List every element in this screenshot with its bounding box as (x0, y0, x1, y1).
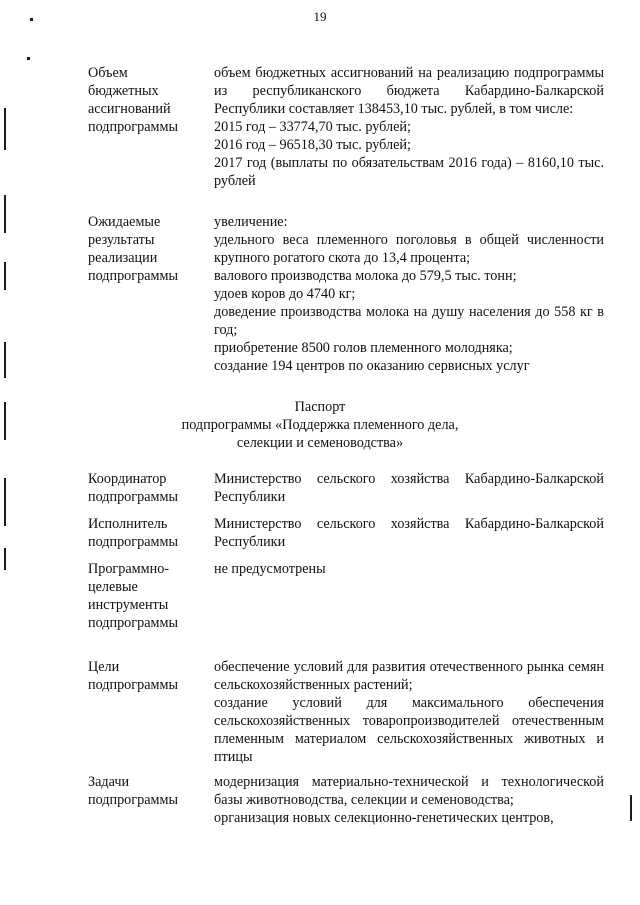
executor-row (88, 515, 604, 551)
budget-row (88, 64, 604, 190)
executor-text: Министерство сельского хозяйства Кабардино-Балкарской Республики (214, 516, 604, 550)
goals-text: обеспечение условий для развития отечественного рынка семян сельскохозяйственных растений; создание условий для максимального обеспечения сельскохозяйственных товаропроизводителей отечественным племенным материалом сельскохозяйственных животных и птицы (214, 659, 604, 765)
scan-mark (630, 795, 632, 821)
executor-label: Исполнитель подпрограммы (88, 516, 178, 550)
tasks-text: модернизация материально-технической и технологической базы животноводства, селекции и семеноводства; организация новых селекционно-генетических центров, (214, 774, 604, 826)
instruments-text: не предусмотрены (214, 561, 326, 577)
coordinator-text: Министерство сельского хозяйства Кабардино-Балкарской Республики (214, 471, 604, 505)
tasks-label: Задачи подпрограммы (88, 774, 178, 808)
expected-results-row (88, 213, 604, 375)
expected-results-label: Ожидаемые результаты реализации подпрограммы (88, 214, 178, 284)
scan-mark (4, 262, 6, 290)
passport-title: Паспорт подпрограммы «Поддержка племенного дела, селекции и семеноводства» (181, 399, 459, 451)
tasks-row (88, 773, 604, 827)
scan-mark (4, 195, 6, 233)
goals-label: Цели подпрограммы (88, 659, 178, 693)
budget-text: объем бюджетных ассигнований на реализацию подпрограммы из республиканского бюджета Кабардино-Балкарской Республики составляет 138453,10 тыс. рублей, в том числе: 2015 год – 33774,70 тыс. рублей; 2016 год – 96518,30 тыс. рублей; 2017 год (выплаты по обязательствам 2016 года) – 8160,10 тыс. рублей (214, 65, 604, 189)
scan-mark (4, 548, 6, 570)
scan-mark (4, 342, 6, 378)
goals-row (88, 658, 604, 766)
instruments-label: Программно- целевые инструменты подпрограммы (88, 561, 178, 631)
coordinator-label: Координатор подпрограммы (88, 471, 178, 505)
budget-label: Объем бюджетных ассигнований подпрограммы (88, 65, 178, 135)
scan-mark (27, 57, 30, 60)
scan-mark (4, 478, 6, 526)
page-number: 19 (313, 9, 327, 24)
expected-results-text: увеличение: удельного веса племенного поголовья в общей численности крупного рогатого скота до 13,4 процента; валового производства молока до 579,5 тыс. тонн; удоев коров до 4740 кг; доведение производства молока на душу населения до 558 кг в год; приобретение 8500 голов племенного молодняка; создание 194 центров по оказанию сервисных услуг (214, 214, 604, 374)
scan-mark (4, 108, 6, 150)
instruments-row (88, 560, 604, 632)
coordinator-row (88, 470, 604, 506)
scan-mark (30, 18, 33, 21)
